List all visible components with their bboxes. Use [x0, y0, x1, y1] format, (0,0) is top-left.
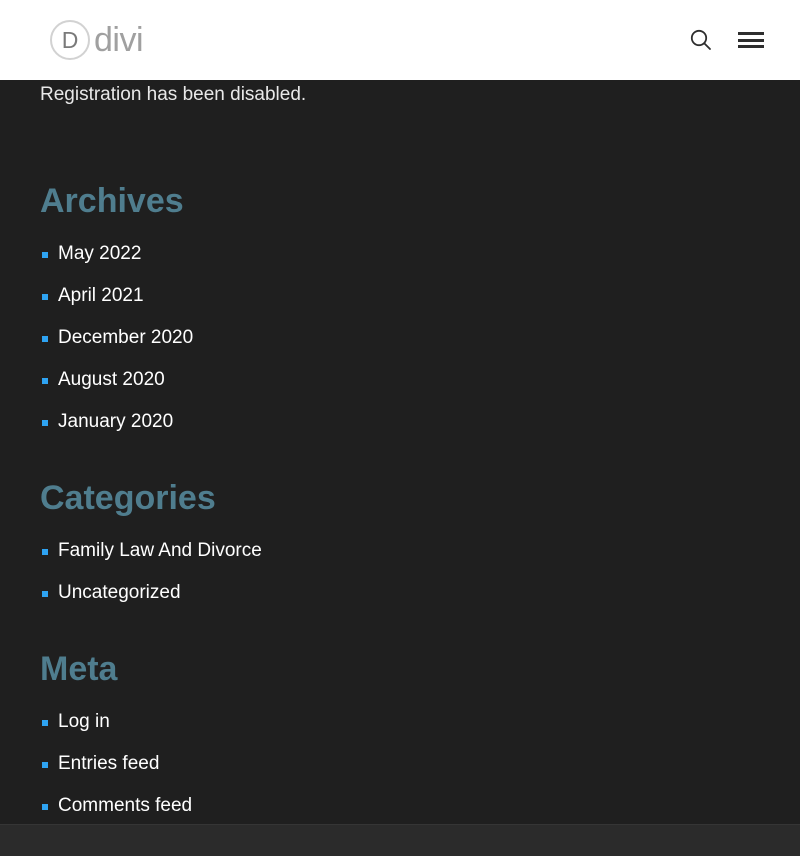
logo-text: divi	[94, 21, 144, 59]
archives-link-december-2020[interactable]: December 2020	[58, 327, 194, 349]
widget-archives-title: Archives	[40, 182, 184, 220]
archives-link-april-2021[interactable]: April 2021	[58, 285, 144, 307]
widget-area	[40, 130, 760, 856]
menu-bar-3	[738, 45, 764, 48]
site-header	[0, 0, 800, 80]
registration-notice	[0, 80, 800, 110]
registration-notice-text: Registration has been disabled.	[40, 83, 307, 105]
archives-link-january-2020[interactable]: January 2020	[58, 410, 174, 432]
logo-letter: D	[61, 26, 79, 53]
widget-archives	[40, 183, 760, 433]
archives-link-august-2020[interactable]: August 2020	[58, 369, 165, 391]
site-logo[interactable]	[50, 18, 143, 62]
widget-meta-title: Meta	[40, 650, 118, 689]
list-item[interactable]	[40, 370, 760, 391]
category-link-family-law-and-divorce[interactable]: Family Law And Divorce	[58, 540, 262, 562]
footer-bar	[0, 824, 800, 856]
list-item[interactable]	[40, 328, 760, 349]
list-item[interactable]	[40, 412, 760, 433]
archives-link-may-2022[interactable]: May 2022	[58, 243, 142, 265]
categories-list	[40, 541, 760, 604]
search-icon[interactable]	[688, 27, 714, 53]
hamburger-menu-icon[interactable]	[738, 29, 764, 51]
list-item[interactable]	[40, 796, 760, 817]
meta-link-entries-feed[interactable]: Entries feed	[58, 753, 160, 775]
menu-bar-2	[738, 39, 764, 42]
meta-link-comments-feed[interactable]: Comments feed	[58, 795, 193, 817]
category-link-uncategorized[interactable]: Uncategorized	[58, 582, 181, 604]
list-item[interactable]	[40, 712, 760, 733]
list-item[interactable]	[40, 754, 760, 775]
logo-circle-icon	[50, 20, 90, 60]
archives-list	[40, 244, 760, 432]
widget-categories	[40, 480, 760, 604]
list-item[interactable]	[40, 583, 760, 604]
list-item[interactable]	[40, 541, 760, 562]
list-item[interactable]	[40, 286, 760, 307]
list-item[interactable]	[40, 244, 760, 265]
meta-link-log-in[interactable]: Log in	[58, 711, 110, 733]
menu-bar-1	[738, 32, 764, 35]
widget-categories-title: Categories	[40, 478, 216, 517]
